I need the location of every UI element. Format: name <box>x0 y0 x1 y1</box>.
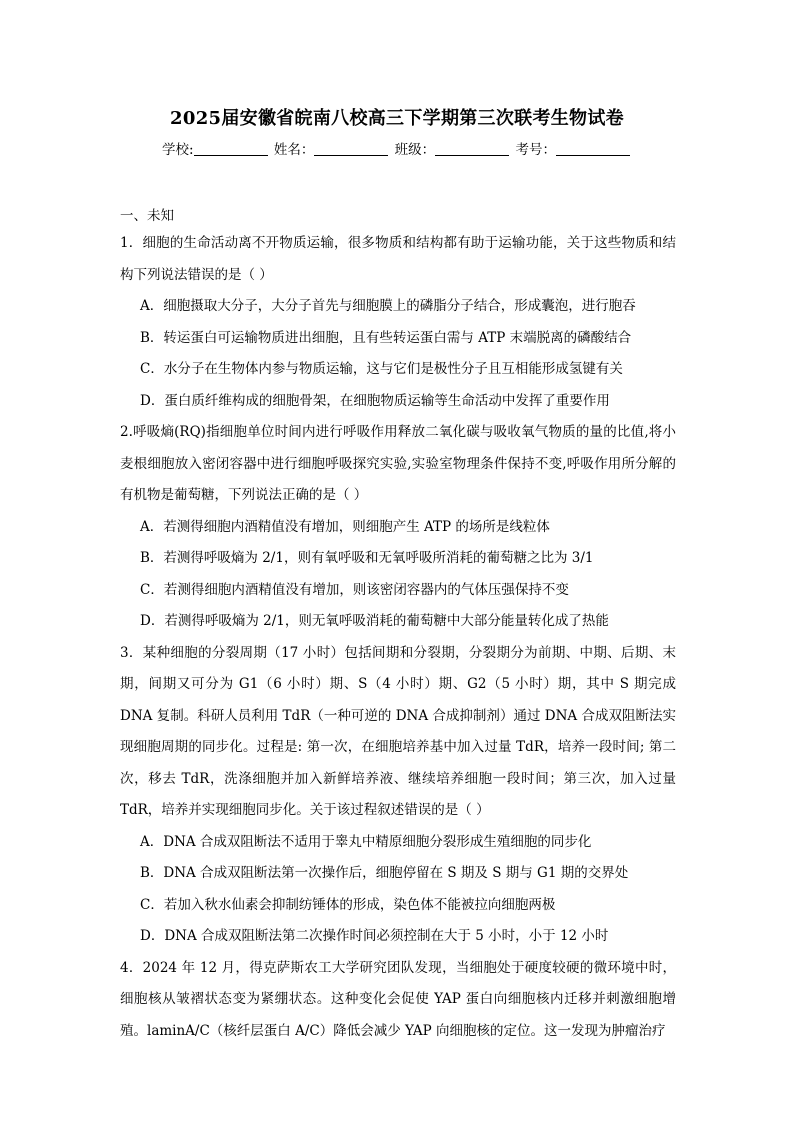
question-stem: 3．某种细胞的分裂周期（17 小时）包括间期和分裂期，分裂期分为前期、中期、后期、末期，间期又可分为 G1（6 小时）期、S（4 小时）期、G2（5 小时）期，其中 S 期完成 DNA 复制。科研人员利用 TdR（一种可逆的 DNA 合成抑制剂）通过 DNA 合成双阻断法实现细胞周期的同步化。过程是: 第一次，在细胞培养基中加入过量 TdR，培养一段时间; 第二次，移去 TdR，洗涤细胞并加入新鲜培养液、继续培养细胞一段时间；第三次，加入过量 TdR，培养并实现细胞同步化。关于该过程叙述错误的是（ ） <box>120 644 676 818</box>
option-a: A．若测得细胞内酒精值没有增加，则细胞产生 ATP 的场所是线粒体 <box>140 518 550 535</box>
class-field: 班级： <box>395 138 512 158</box>
option-c: C．若测得细胞内酒精值没有增加，则该密闭容器内的气体压强保持不变 <box>140 581 569 598</box>
exam-title: 2025届安徽省皖南八校高三下学期第三次联考生物试卷 <box>170 108 624 129</box>
option-a: A．DNA 合成双阻断法不适用于睾丸中精原细胞分裂形成生殖细胞的同步化 <box>140 833 592 850</box>
student-info-line <box>0 138 794 158</box>
option-a: A．细胞摄取大分子，大分子首先与细胞膜上的磷脂分子结合，形成囊泡，进行胞吞 <box>140 298 636 314</box>
question-stem: 2.呼吸熵(RQ)指细胞单位时间内进行呼吸作用释放二氧化碳与吸收氧气物质的量的比值,将小麦根细胞放入密闭容器中进行细胞呼吸探究实验,实验室物理条件保持不变,呼吸作用所分解的有机物是葡萄糖，下列说法正确的是（ ） <box>120 424 676 503</box>
school-blank[interactable] <box>194 141 268 156</box>
question-2 <box>120 417 676 638</box>
name-blank[interactable] <box>314 141 388 156</box>
option-b: B．若测得呼吸熵为 2/1，则有氧呼吸和无氧呼吸所消耗的葡萄糖之比为 3/1 <box>140 550 594 566</box>
question-stem: 4．2024 年 12 月，得克萨斯农工大学研究团队发现，当细胞处于硬度较硬的微环境中时，细胞核从皱褶状态变为紧绷状态。这种变化会促使 YAP 蛋白向细胞核内迁移并刺激细胞增殖。laminA/C（核纤层蛋白 A/C）降低会减少 YAP 向细胞核的定位。这一发现为肿瘤治疗 <box>120 959 676 1039</box>
question-4 <box>120 953 676 1048</box>
option-c: C．若加入秋水仙素会抑制纺锤体的形成，染色体不能被拉向细胞两极 <box>140 896 556 913</box>
question-3 <box>120 638 676 953</box>
question-stem: 1．细胞的生命活动离不开物质运输，很多物质和结构都有助于运输功能，关于这些物质和结构下列说法错误的是（ ） <box>120 235 676 283</box>
option-c: C．水分子在生物体内参与物质运输，这与它们是极性分子且互相能形成氢键有关 <box>140 361 623 377</box>
option-b: B．转运蛋白可运输物质进出细胞，且有些转运蛋白需与 ATP 末端脱离的磷酸结合 <box>140 329 632 346</box>
option-d: D．蛋白质纤维构成的细胞骨架，在细胞物质运输等生命活动中发挥了重要作用 <box>140 392 610 409</box>
name-field: 姓名： <box>274 138 391 158</box>
option-d: D．若测得呼吸熵为 2/1，则无氧呼吸消耗的葡萄糖中大部分能量转化成了热能 <box>140 613 609 629</box>
option-d: D．DNA 合成双阻断法第二次操作时间必须控制在大于 5 小时，小于 12 小时 <box>140 928 609 944</box>
section-heading: 一、未知 <box>120 208 174 224</box>
school-field: 学校: <box>162 138 270 158</box>
exam-number-blank[interactable] <box>556 141 630 156</box>
question-list <box>120 228 676 1047</box>
question-1 <box>120 228 676 417</box>
option-b: B．DNA 合成双阻断法第一次操作后，细胞停留在 S 期及 S 期与 G1 期的交界处 <box>140 865 629 881</box>
exam-number-field: 考号： <box>515 138 632 158</box>
class-blank[interactable] <box>435 141 509 156</box>
